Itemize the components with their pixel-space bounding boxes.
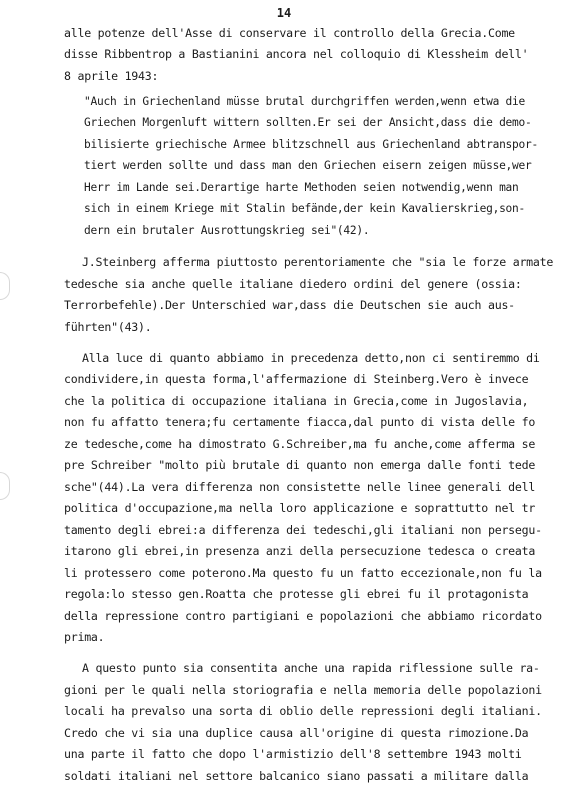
text-line: Alla luce di quanto abbiamo in precedenza detto,non ci sentiremmo di [82,351,540,365]
text-line: disse Ribbentrop a Bastianini ancora nel colloquio di Klessheim dell' [64,47,529,61]
text-line: locali ha prevalso una sorta di oblio delle repressioni degli italiani. [64,704,542,718]
text-line: prima. [64,630,105,644]
text-line: pre Schreiber "molto più brutale di quanto non emerga dalle fonti tede [64,458,536,472]
text-line: una parte il fatto che dopo l'armistizio dell'8 settembre 1943 molti [64,747,522,761]
text-line: condividere,in questa forma,l'affermazione di Steinberg.Vero è invece [64,372,529,386]
text-line: ze tedesche,come ha dimostrato G.Schreiber,ma fu anche,come afferma se [64,437,536,451]
text-line: "Auch in Griechenland müsse brutal durchgriffen werden,wenn etwa die [84,95,526,108]
text-line: della repressione contro partigiani e popolazioni che abbiamo ricordato [64,609,542,623]
text-line: Credo che vi sia una duplice causa all'origine di questa rimozione.Da [64,726,529,740]
text-line: tamento degli ebrei:a differenza dei tedeschi,gli italiani non persegu- [64,523,542,537]
text-line: Griechen Morgenluft wittern sollten.Er sei der Ansicht,dass die demo- [84,116,532,129]
punch-hole-mark [0,272,10,300]
text-line: regola:lo stesso gen.Roatta che protesse gli ebrei fu il protagonista [64,587,529,601]
page-number: 14 [276,6,292,20]
text-line: führten"(43). [64,320,152,334]
text-line: bilisierte griechische Armee blitzschnell aus Griechenland abtranspor- [84,138,538,151]
text-line: li protessero come poterono.Ma questo fu un fatto eccezionale,non fu la [64,566,542,580]
text-line: tiert werden sollte und dass man den Griechen eisern zeigen müsse,wer [84,159,532,172]
text-line: Herr im Lande sei.Derartige harte Methoden seien notwendig,wenn man [84,181,519,194]
text-line: tedesche sia anche quelle italiane diedero ordini del genere (ossia: [64,277,522,291]
text-line: gioni per le quali nella storiografia e nella memoria delle popolazioni [64,683,542,697]
text-line: A questo punto sia consentita anche una rapida riflessione sulle ra- [82,661,540,675]
text-line: politica d'occupazione,ma nella loro applicazione e soprattutto nel tr [64,501,536,515]
text-line: 8 aprile 1943: [64,69,159,83]
text-line: soldati italiani nel settore balcanico siano passati a militare dalla [64,769,529,783]
text-line: itarono gli ebrei,in presenza anzi della persecuzione tedesca o creata [64,544,536,558]
text-line: sich in einem Kriege mit Stalin befände,der kein Kavalierskrieg,son- [84,202,526,215]
text-line: che la politica di occupazione italiana in Grecia,come in Jugoslavia, [64,394,529,408]
text-line: J.Steinberg afferma piuttosto perentoriamente che "sia le forze armate [82,255,554,269]
text-line: non fu affatto tenera;fu certamente fiacca,dal punto di vista delle fo [64,415,536,429]
text-line: Terrorbefehle).Der Unterschied war,dass die Deutschen sie auch aus- [64,298,515,312]
text-line: sche"(44).La vera differenza non consistette nelle linee generali dell [64,480,536,494]
text-line: dern ein brutaler Ausrottungskrieg sei"(42). [84,224,370,237]
text-line: alle potenze dell'Asse di conservare il controllo della Grecia.Come [64,26,515,40]
punch-hole-mark [0,472,10,500]
